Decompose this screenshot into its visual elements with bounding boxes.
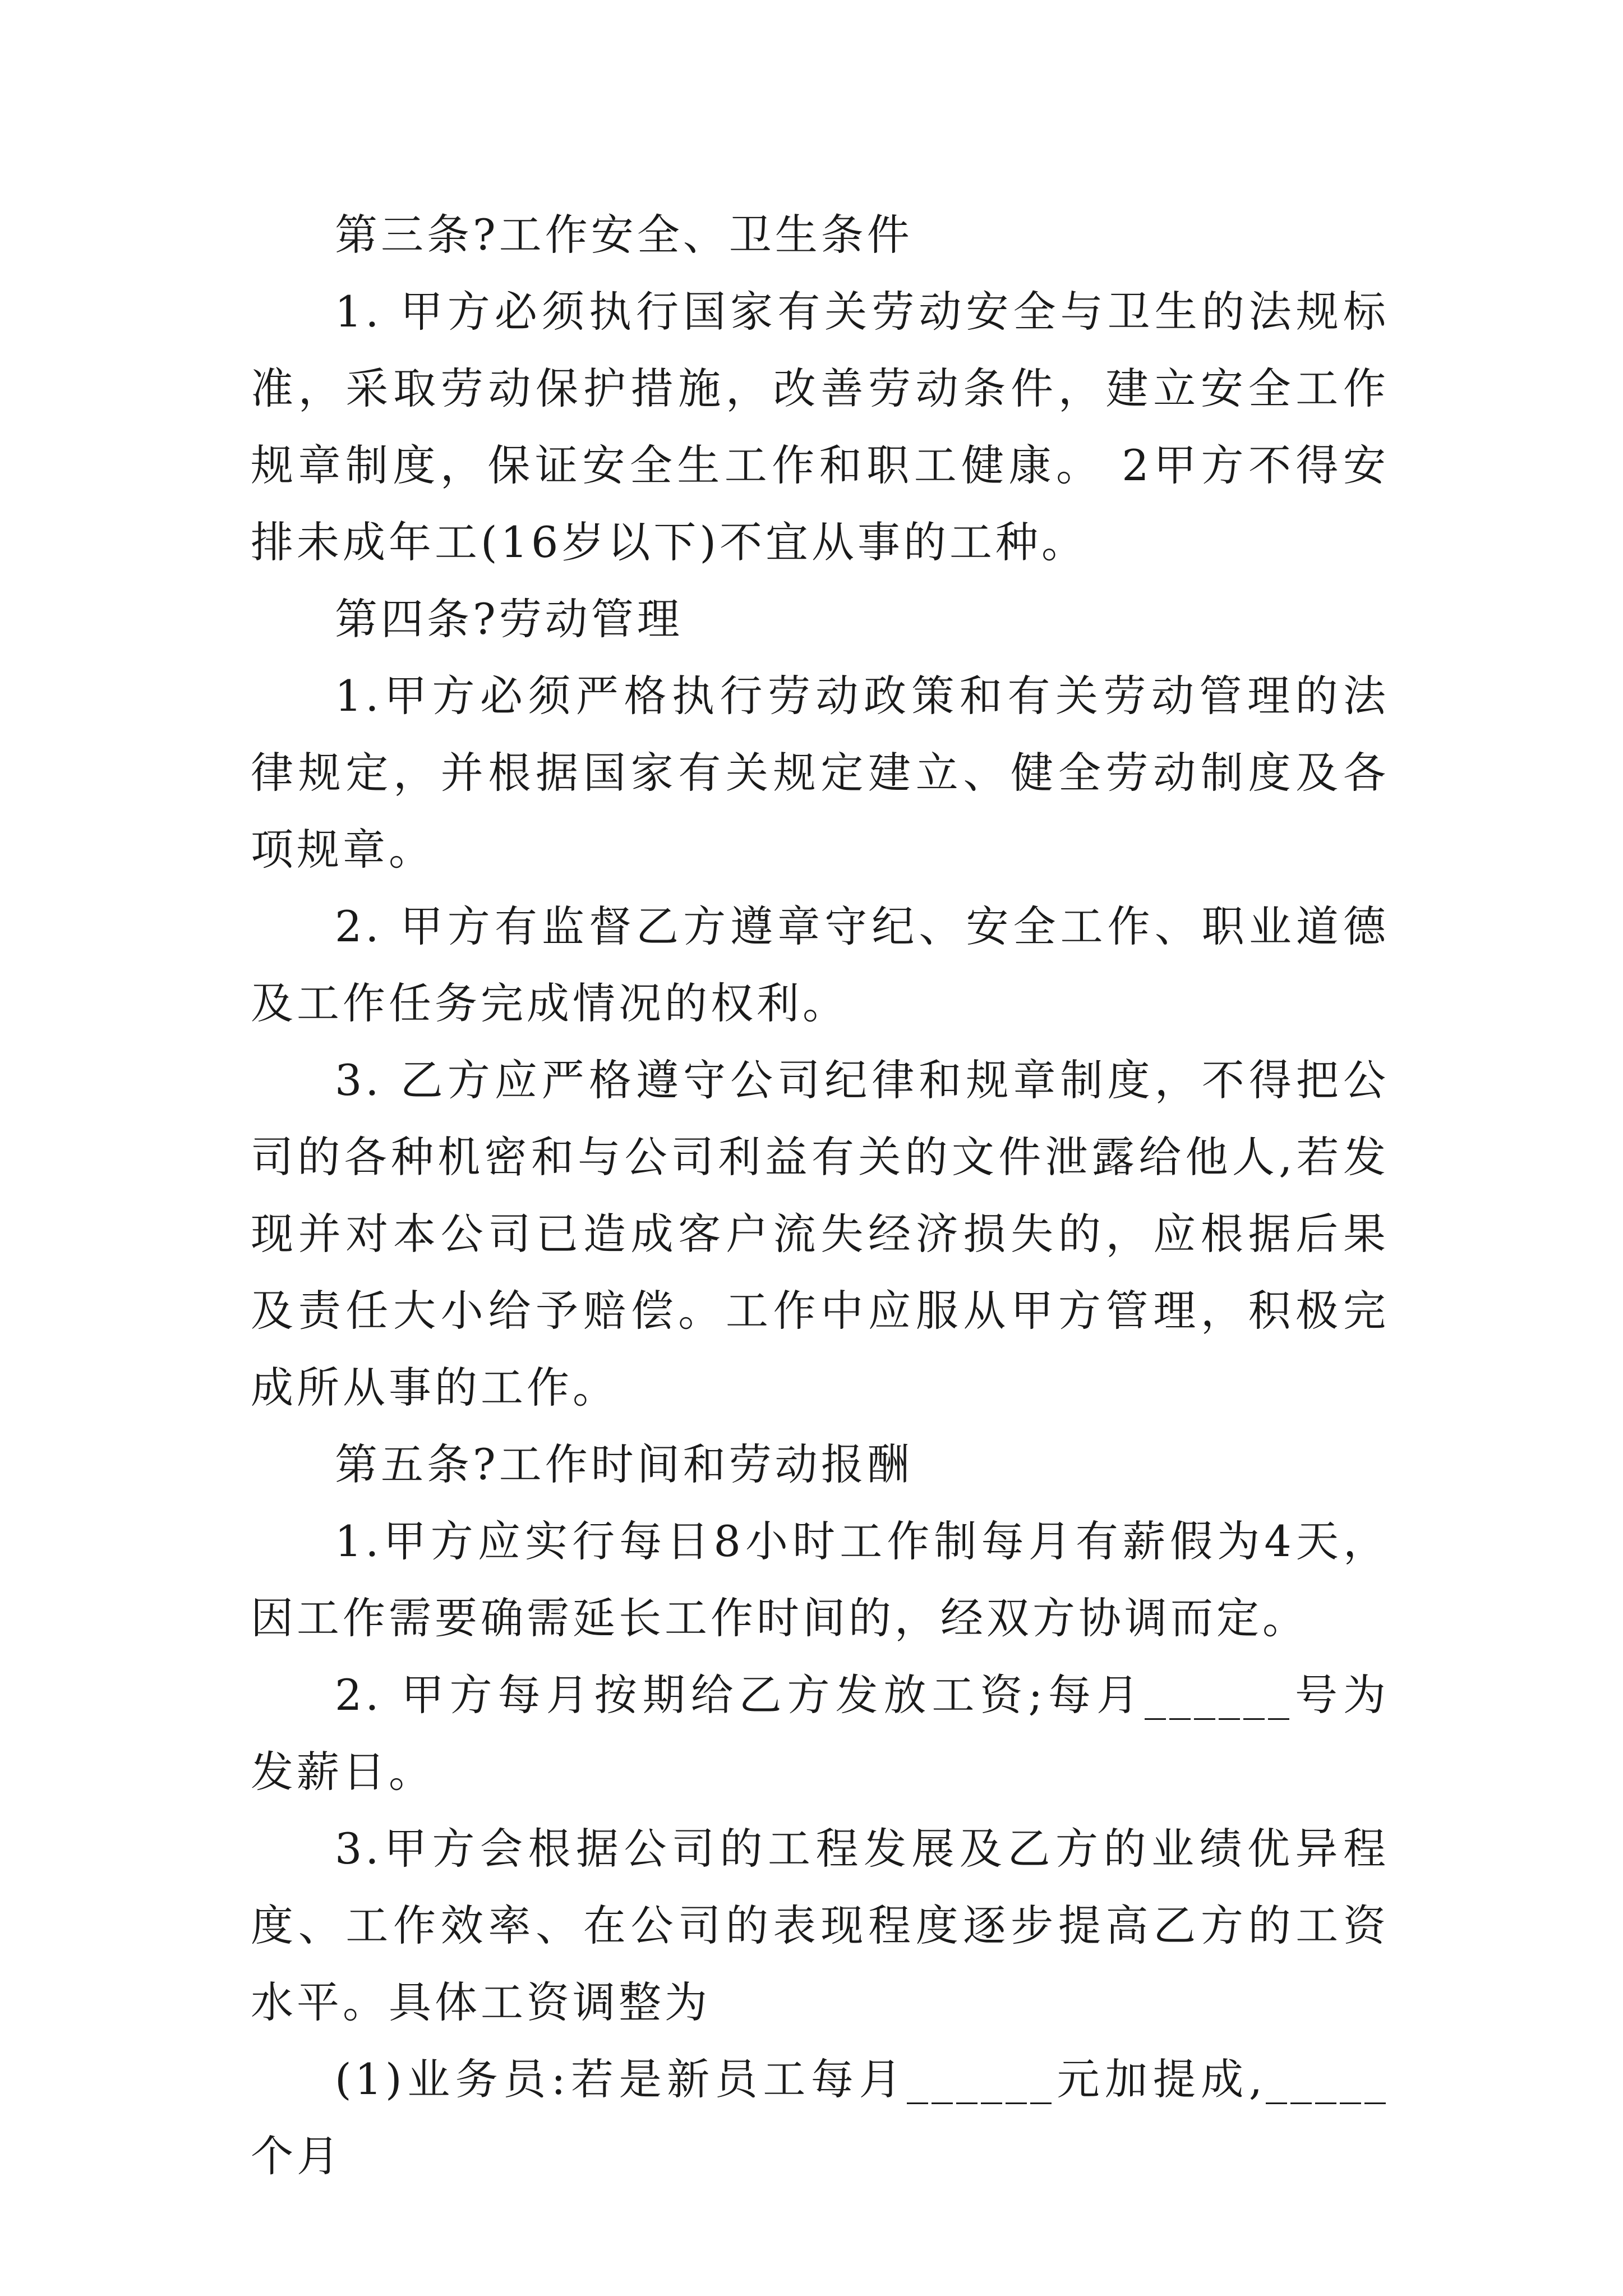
paragraph-article-4-item-2: 2. 甲方有监督乙方遵章守纪、安全工作、职业道德及工作任务完成情况的权利。 [251, 901, 1389, 1028]
section-heading-article-5: 第五条?工作时间和劳动报酬 [335, 1439, 913, 1489]
paragraph-article-5-item-3-sub-1: (1)业务员:若是新员工每月______元加提成,_____个月 [251, 2054, 1389, 2181]
paragraph-article-5-item-3: 3.甲方会根据公司的工程发展及乙方的业绩优异程度、工作效率、在公司的表现程度逐步提高乙方的工资水平。具体工资调整为 [251, 1824, 1389, 2027]
paragraph-article-5-item-1: 1.甲方应实行每日8小时工作制每月有薪假为4天，因工作需要确需延长工作时间的，经双方协调而定。 [251, 1516, 1389, 1643]
paragraph-article-5-item-2: 2. 甲方每月按期给乙方发放工资;每月______号为发薪日。 [251, 1670, 1389, 1797]
paragraph-article-4-item-1: 1.甲方必须严格执行劳动政策和有关劳动管理的法律规定，并根据国家有关规定建立、健全劳动制度及各项规章。 [251, 671, 1389, 875]
section-heading-article-3: 第三条?工作安全、卫生条件 [335, 210, 913, 260]
section-heading-article-4: 第四条?劳动管理 [335, 594, 683, 644]
paragraph-article-3-item-1: 1. 甲方必须执行国家有关劳动安全与卫生的法规标准，采取劳动保护措施，改善劳动条件，建立安全工作规章制度，保证安全生工作和职工健康。 2甲方不得安排未成年工(16岁以下)不宜从事的工种。 [251, 287, 1389, 567]
paragraph-article-4-item-3: 3. 乙方应严格遵守公司纪律和规章制度，不得把公司的各种机密和与公司利益有关的文件泄露给他人,若发现并对本公司已造成客户流失经济损失的，应根据后果及责任大小给予赔偿。工作中应服从甲方管理，积极完成所从事的工作。 [251, 1055, 1389, 1412]
document-body [251, 196, 1389, 2194]
